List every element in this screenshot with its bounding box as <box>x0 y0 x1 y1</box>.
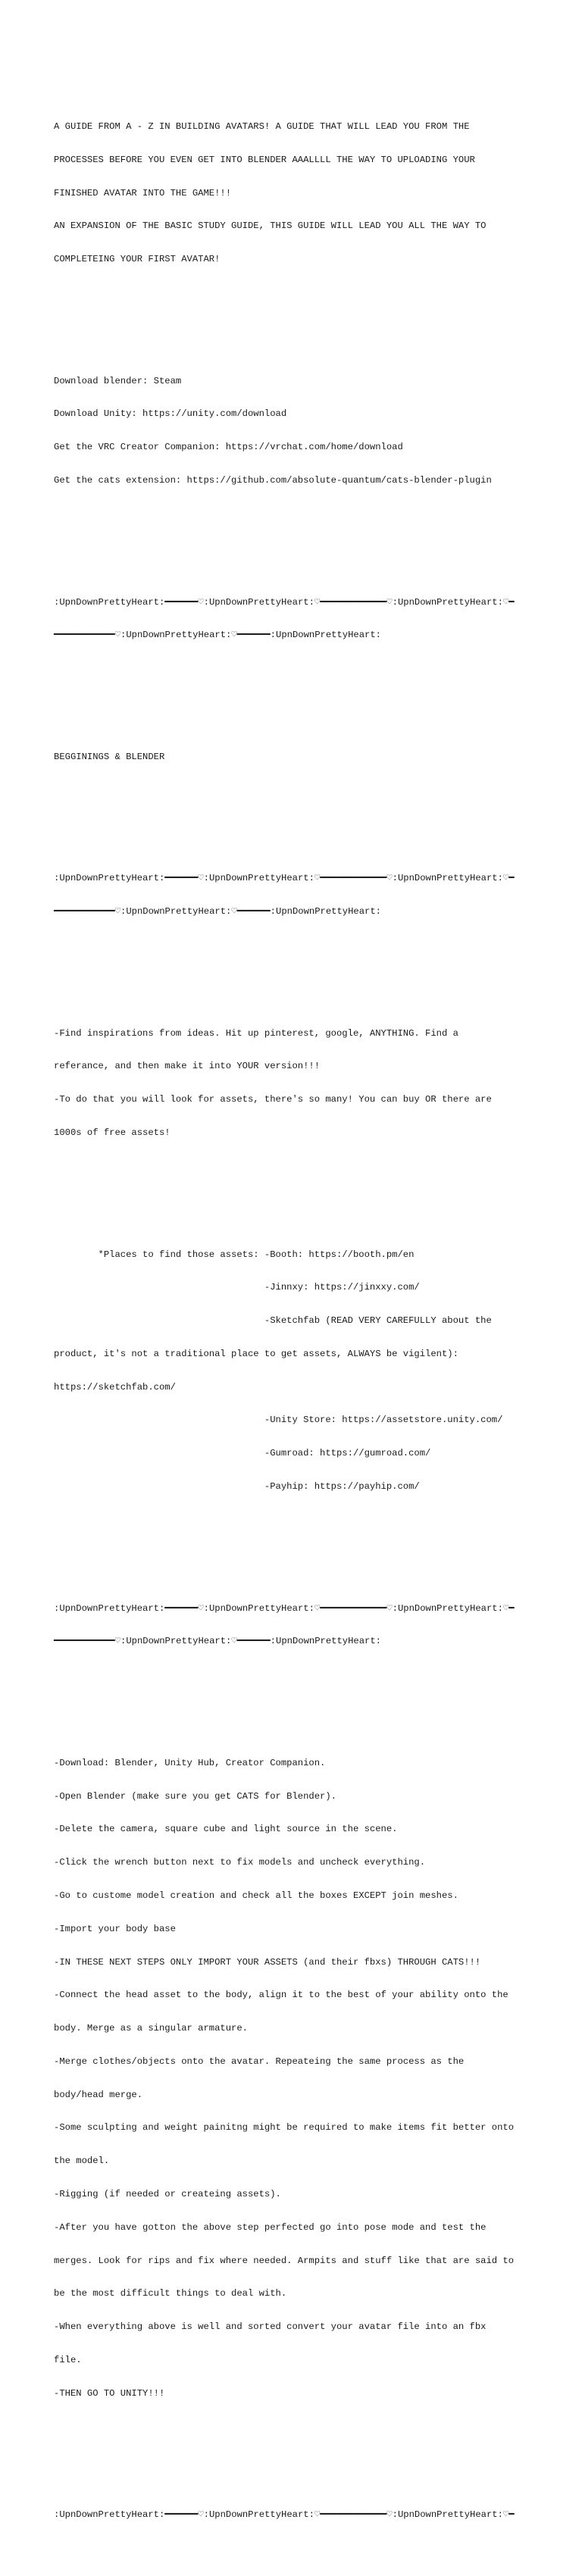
step-line: -Download: Blender, Unity Hub, Creator Companion. <box>54 1757 326 1768</box>
blank-line <box>54 685 531 696</box>
document-body <box>54 66 531 2576</box>
download-line: Download blender: Steam <box>54 375 182 386</box>
blank-line <box>54 309 531 320</box>
places-line: -Payhip: https://payhip.com/ <box>54 1481 420 1492</box>
section-heading: BEGGININGS & BLENDER <box>54 751 165 762</box>
step-line: -When everything above is well and sorted convert your avatar file into an fbx <box>54 2321 487 2333</box>
blank-line <box>54 530 531 542</box>
places-line: -Unity Store: https://assetstore.unity.com/ <box>54 1415 503 1426</box>
step-line: -THEN GO TO UNITY!!! <box>54 2387 165 2399</box>
step-line: body/head merge. <box>54 2089 143 2100</box>
download-line: Get the VRC Creator Companion: https://vrchat.com/home/download <box>54 442 403 453</box>
places-line: -Sketchfab (READ VERY CAREFULLY about the <box>54 1315 492 1327</box>
download-line: Get the cats extension: https://github.com/absolute-quantum/cats-blender-plugin <box>54 474 492 486</box>
heart-divider-partial <box>54 2487 531 2543</box>
places-line: product, it's not a traditional place to get assets, ALWAYS be vigilent): <box>54 1348 458 1359</box>
intro-line: A GUIDE FROM A - Z IN BUILDING AVATARS! A GUIDE THAT WILL LEAD YOU FROM THE <box>54 120 470 132</box>
step-line: -Connect the head asset to the body, align it to the best of your ability onto the <box>54 1990 508 2001</box>
divider-line: :UpnDownPrettyHeart:━━━━━━♡:UpnDownPrettyHeart:♡━━━━━━━━━━━━♡:UpnDownPrettyHeart:♡━ <box>54 2509 515 2521</box>
step-line: the model. <box>54 2156 110 2167</box>
places-line: https://sketchfab.com/ <box>54 1381 176 1393</box>
download-links <box>54 353 531 508</box>
inspiration-line: -To do that you will look for assets, there's so many! You can buy OR there are <box>54 1094 492 1105</box>
inspiration-paragraph <box>54 1005 531 1160</box>
inspiration-line: -Find inspirations from ideas. Hit up pinterest, google, ANYTHING. Find a <box>54 1027 458 1039</box>
intro-line: FINISHED AVATAR INTO THE GAME!!! <box>54 187 232 199</box>
asset-places-list <box>54 1227 531 1514</box>
step-line: body. Merge as a singular armature. <box>54 2023 248 2034</box>
step-line: -Merge clothes/objects onto the avatar. Repeateing the same process as the <box>54 2055 465 2067</box>
blank-line <box>54 961 531 973</box>
step-line: -Open Blender (make sure you get CATS for Blender). <box>54 1790 336 1802</box>
divider-line: ━━━━━━━━━━━♡:UpnDownPrettyHeart:♡━━━━━━:UpnDownPrettyHeart: <box>54 630 381 641</box>
step-line: -Click the wrench button next to fix models and uncheck everything. <box>54 1857 426 1868</box>
step-line: -Import your body base <box>54 1923 176 1934</box>
intro-paragraph <box>54 99 531 287</box>
intro-line: COMPLETEING YOUR FIRST AVATAR! <box>54 254 221 265</box>
blank-line <box>54 1537 531 1548</box>
blank-line <box>54 807 531 818</box>
step-line: be the most difficult things to deal with. <box>54 2288 287 2299</box>
heart-divider <box>54 851 531 939</box>
inspiration-line: referance, and then make it into YOUR version!!! <box>54 1061 321 1072</box>
download-line: Download Unity: https://unity.com/download <box>54 408 287 420</box>
blank-line <box>54 2443 531 2455</box>
step-line: -After you have gotton the above step perfected go into pose mode and test the <box>54 2221 487 2233</box>
step-line: -Rigging (if needed or createing assets). <box>54 2189 281 2199</box>
heart-divider <box>54 1580 531 1669</box>
places-line: *Places to find those assets: -Booth: https://booth.pm/en <box>54 1249 415 1260</box>
step-line: -IN THESE NEXT STEPS ONLY IMPORT YOUR ASSETS (and their fbxs) THROUGH CATS!!! <box>54 1956 481 1968</box>
step-line: merges. Look for rips and fix where needed. Armpits and stuff like that are said to <box>54 2255 515 2266</box>
intro-line: AN EXPANSION OF THE BASIC STUDY GUIDE, THIS GUIDE WILL LEAD YOU ALL THE WAY TO <box>54 220 487 232</box>
places-line: -Jinnxy: https://jinxxy.com/ <box>54 1282 420 1293</box>
divider-line: :UpnDownPrettyHeart:━━━━━━♡:UpnDownPrettyHeart:♡━━━━━━━━━━━━♡:UpnDownPrettyHeart:♡━ <box>54 596 515 608</box>
step-line: -Go to custome model creation and check all the boxes EXCEPT join meshes. <box>54 1890 458 1901</box>
step-line: file. <box>54 2354 82 2365</box>
heart-divider <box>54 574 531 663</box>
blank-line <box>54 1183 531 1194</box>
blank-line <box>54 1691 531 1702</box>
divider-line: :UpnDownPrettyHeart:━━━━━━♡:UpnDownPrettyHeart:♡━━━━━━━━━━━━♡:UpnDownPrettyHeart:♡━ <box>54 1602 515 1614</box>
step-line: -Some sculpting and weight painitng might be required to make items fit better onto <box>54 2122 515 2134</box>
divider-line: :UpnDownPrettyHeart:━━━━━━♡:UpnDownPrettyHeart:♡━━━━━━━━━━━━♡:UpnDownPrettyHeart:♡━ <box>54 873 515 884</box>
steps-list <box>54 1736 531 2421</box>
divider-line: ━━━━━━━━━━━♡:UpnDownPrettyHeart:♡━━━━━━:UpnDownPrettyHeart: <box>54 1636 381 1647</box>
divider-line: ━━━━━━━━━━━♡:UpnDownPrettyHeart:♡━━━━━━:UpnDownPrettyHeart: <box>54 906 381 918</box>
step-line: -Delete the camera, square cube and light source in the scene. <box>54 1824 398 1835</box>
inspiration-line: 1000s of free assets! <box>54 1127 171 1138</box>
section-heading-block <box>54 730 531 785</box>
places-line: -Gumroad: https://gumroad.com/ <box>54 1448 431 1459</box>
intro-line: PROCESSES BEFORE YOU EVEN GET INTO BLENDER AAALLLL THE WAY TO UPLOADING YOUR <box>54 154 475 165</box>
